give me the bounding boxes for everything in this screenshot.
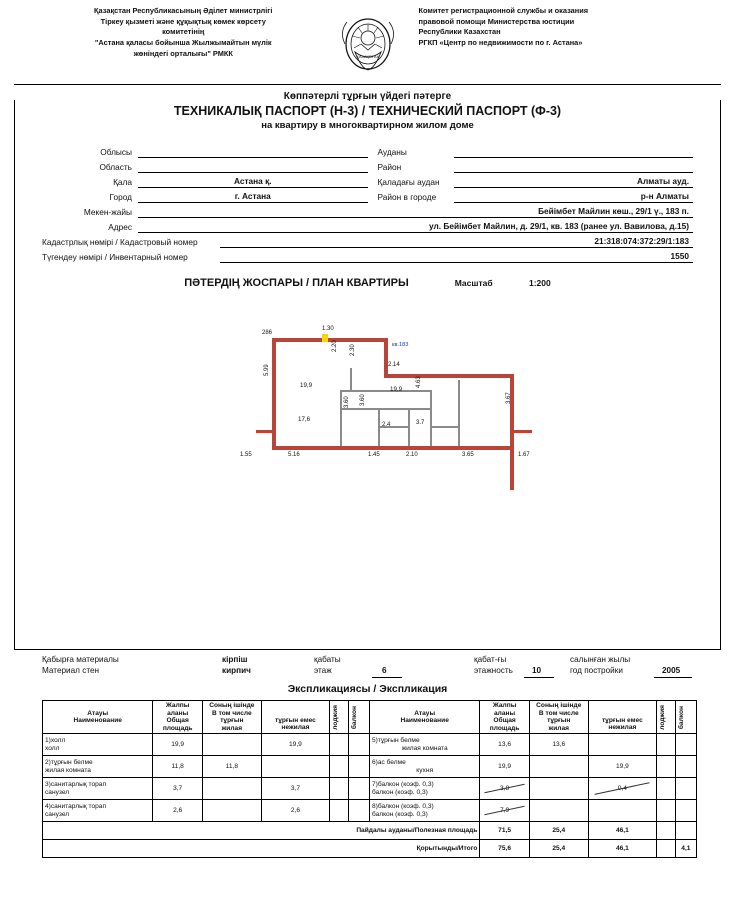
title-line-kk: Көппәтерлі тұрғын үйдегі пәтерге [283,91,452,102]
dim-599: 5.99 [264,364,270,376]
dim-214: 2.14 [388,362,400,368]
floor-plan-drawing [240,326,540,530]
dim-155: 1.55 [240,452,252,458]
wall-top-left [272,338,388,342]
label-oblysy: Облысы [100,147,132,157]
row-loggia [330,800,349,822]
dim-360-b: 3.60 [344,396,350,408]
row-total: 11,8 [153,756,202,778]
header-right-line-1: Комитет регистрационной службы и оказания [418,6,589,15]
row-balcony [675,734,696,756]
dim-130: 1.30 [322,326,334,332]
dim-286: 286 [262,330,273,336]
apartment-number-label: кв.183 [392,342,409,348]
label-wall-material-kk: Қабырға материалы [42,655,119,664]
header-loggia-left: лоджия [330,701,349,734]
row-name: 6)ас белме кухня [369,756,479,778]
partition-10 [350,368,352,392]
header-living-right: Соның ішінде В том числе тұрғын жилая [529,701,588,734]
row-balcony [675,800,696,822]
header-left-line-3: комитетінің [162,27,205,37]
table-row [43,778,697,800]
dim-367: 3.67 [506,392,512,404]
wall-left [272,338,276,450]
row-name: 3)санитарлық торап санузел [43,778,153,800]
wall-inner-right-upper [384,338,388,378]
label-audany: Ауданы [377,147,407,157]
explication-header-row [43,701,697,734]
row-living [529,756,588,778]
row-total: 2,6 [153,800,202,822]
table-row [43,800,697,822]
label-year-ru: год постройки [570,666,623,675]
label-floor-kk: қабаты [314,655,341,664]
label-floors-kk: қабат-ғы [474,655,507,664]
row-loggia [330,734,349,756]
floor-underline [372,677,402,678]
plan-scale-value: 1:200 [528,278,551,288]
room-label-176: 17,6 [298,416,311,423]
row-loggia [656,778,675,800]
explication-table [42,700,697,858]
row-balcony [348,734,369,756]
header-right-russian [405,6,702,49]
row-nonliving: 19,9 [261,734,329,756]
header-left-kazakh [42,6,331,60]
dim-37: 3.7 [416,420,425,426]
table-row [43,756,697,778]
value-gorod: г. Астана [138,191,368,203]
room-label-199-a: 19,9 [300,382,313,389]
header-nonliving-left: тұрғын емес нежилая [261,701,329,734]
row-nonliving: 3,7 [261,778,329,800]
dim-24: 2.4 [382,422,391,428]
summary-balcony: 4,1 [675,840,696,858]
header-right-line-4: РГКП «Центр по недвижимости по г. Астана» [418,38,583,48]
summary-row-useful [43,822,697,840]
header-divider [14,84,721,85]
value-qala: Астана қ. [138,176,368,188]
header-living-left: Соның ішінде В том числе тұрғын жилая [202,701,261,734]
label-address-ru: Адрес [108,222,132,232]
row-nonliving: 0,4 [588,778,656,800]
wall-bottom [272,446,514,450]
summary-nonliving: 46,1 [588,822,656,840]
summary-label-total: Қорытынды/Итого [43,840,480,858]
header-balcony-left: балкон [348,701,369,734]
building-attributes-row [42,655,702,679]
label-rayon-v-gorode: Район в городе [377,192,437,202]
header-loggia-right: лоджия [656,701,675,734]
value-inventory: 1550 [220,251,693,263]
kazakhstan-emblem-icon [331,4,405,78]
table-row [43,734,697,756]
row-loggia [330,778,349,800]
row-name: 5)тұрғын белме жилая комната [369,734,479,756]
partition-1 [340,390,430,392]
label-cadastral: Кадастрлық нөмірі / Кадастровый номер [42,237,198,247]
dim-145: 1.45 [368,452,380,458]
header-nonliving-right: тұрғын емес нежилая [588,701,656,734]
value-address-ru: ул. Бейімбет Майлин, д. 29/1, кв. 183 (ранее ул. Вавилова, д.15) [138,221,693,233]
row-nonliving [261,756,329,778]
row-total: 13,6 [480,734,529,756]
value-wall-material-kk: кірпіш [222,655,248,664]
summary-label-useful: Пайдалы ауданы/Полезная площадь [43,822,480,840]
label-year-kk: салынған жылы [570,655,631,664]
title-line-ru: на квартиру в многоквартирном жилом доме [261,120,474,131]
row-loggia [656,800,675,822]
wall-balcony-right [510,430,532,433]
partition-2 [340,390,342,446]
wall-balcony-left [256,430,276,433]
dim-230: 2.30 [350,344,356,356]
summary-total: 75,6 [480,840,529,858]
dim-167: 1.67 [518,452,530,458]
value-qaladagy-audan: Алматы ауд. [454,176,694,188]
row-loggia [656,756,675,778]
header-left-line-4: "Астана қаласы бойынша Жылжымайтын мүлік [94,38,272,48]
label-address-kk: Мекен-жайы [83,207,132,217]
plan-scale-label: Масштаб [454,278,493,288]
explication-title: Экспликациясы / Экспликация [287,683,448,695]
dim-516: 5.16 [288,452,300,458]
header-right-line-3: Республики Казахстан [418,27,501,37]
header-name-right: Атауы Наименование [369,701,479,734]
value-cadastral: 21:318:074:372:29/1:183 [220,236,693,248]
header-right-line-2: правовой помощи Министерства юстиции [418,16,575,26]
partition-8 [432,426,460,428]
row-living [202,778,261,800]
label-floors-ru: этажность [474,666,513,675]
partition-4 [340,408,432,410]
room-label-199-b: 19,9 [390,386,403,393]
row-total: 3,8 [480,778,529,800]
value-wall-material-ru: кирпич [222,666,251,675]
partition-7 [458,380,460,446]
floors-underline [524,677,554,678]
header-total-left: Жалпы аланы Общая площадь [153,701,202,734]
summary-living: 25,4 [529,840,588,858]
value-floor: 6 [382,666,387,675]
row-loggia [330,756,349,778]
value-address-kk: Бейімбет Майлин көш., 29/1 ү., 183 п. [138,206,693,218]
header-left-line-5: жөніндегі орталығы" РМКК [133,48,233,58]
partition-6 [430,390,432,446]
dim-463: 4.63 [416,376,422,388]
row-nonliving: 19,9 [588,756,656,778]
label-gorod: Город [109,192,132,202]
value-rayon-v-gorode: р-н Алматы [454,191,694,203]
label-floor-ru: этаж [314,666,332,675]
row-total: 19,9 [153,734,202,756]
summary-living: 25,4 [529,822,588,840]
header-total-right: Жалпы аланы Общая площадь [480,701,529,734]
year-underline [654,677,692,678]
row-balcony [348,778,369,800]
header-balcony-right: балкон [675,701,696,734]
title-line-main: ТЕХНИКАЛЫҚ ПАСПОРТ (Н-3) / ТЕХНИЧЕСКИЙ ПАСПОРТ (Ф-3) [173,104,562,118]
value-year: 2005 [662,666,681,675]
row-loggia [656,734,675,756]
dim-210: 2.10 [406,452,418,458]
row-name: 1)холл холл [43,734,153,756]
door-marker-top [322,334,328,342]
summary-total: 71,5 [480,822,529,840]
row-living [202,800,261,822]
header-name-left: Атауы Наименование [43,701,153,734]
row-total: 3,7 [153,778,202,800]
document-header [0,0,735,80]
header-left-line-2: Тіркеу қызметі және құқықтық көмек көрсету [100,16,266,26]
row-name: 7)балкон (коэф. 0,3) балкон (коэф. 0,3) [369,778,479,800]
row-balcony [675,756,696,778]
row-name: 4)санитарлық торап санузел [43,800,153,822]
row-total: 19,9 [480,756,529,778]
row-nonliving [588,734,656,756]
row-living: 11,8 [202,756,261,778]
row-name: 8)балкон (коэф. 0,3) балкон (коэф. 0,3) [369,800,479,822]
row-balcony [348,800,369,822]
dim-365: 3.65 [462,452,474,458]
summary-nonliving: 46,1 [588,840,656,858]
plan-title: ПӘТЕРДІҢ ЖОСПАРЫ / ПЛАН КВАРТИРЫ [184,277,409,289]
row-living [529,778,588,800]
summary-balcony [675,822,696,840]
row-nonliving [588,800,656,822]
summary-loggia [656,822,675,840]
wall-top-right [384,374,514,378]
row-name: 2)тұрғын белме жилая комната [43,756,153,778]
summary-loggia [656,840,675,858]
value-floors: 10 [532,666,542,675]
row-balcony [348,756,369,778]
dim-360-a: 3.60 [360,394,366,406]
header-left-line-1: Қазақстан Республикасының Әділет министрлігі [94,6,273,15]
row-balcony [675,778,696,800]
dim-220: 2.20 [332,340,338,352]
label-qala: Қала [113,177,132,187]
row-total: 7,9 [480,800,529,822]
summary-row-total [43,840,697,858]
row-living [202,734,261,756]
row-living [529,800,588,822]
row-nonliving: 2,6 [261,800,329,822]
row-living: 13,6 [529,734,588,756]
label-inventory: Түгендеу нөмірі / Инвентарный номер [42,252,188,262]
label-wall-material-ru: Материал стен [42,666,100,675]
svg-text:ҚАЗАҚСТАН: ҚАЗАҚСТАН [356,54,379,59]
label-oblast: Область [99,162,132,172]
label-qaladagy-audan: Қаладағы аудан [377,177,440,187]
label-rayon: Район [377,162,402,172]
